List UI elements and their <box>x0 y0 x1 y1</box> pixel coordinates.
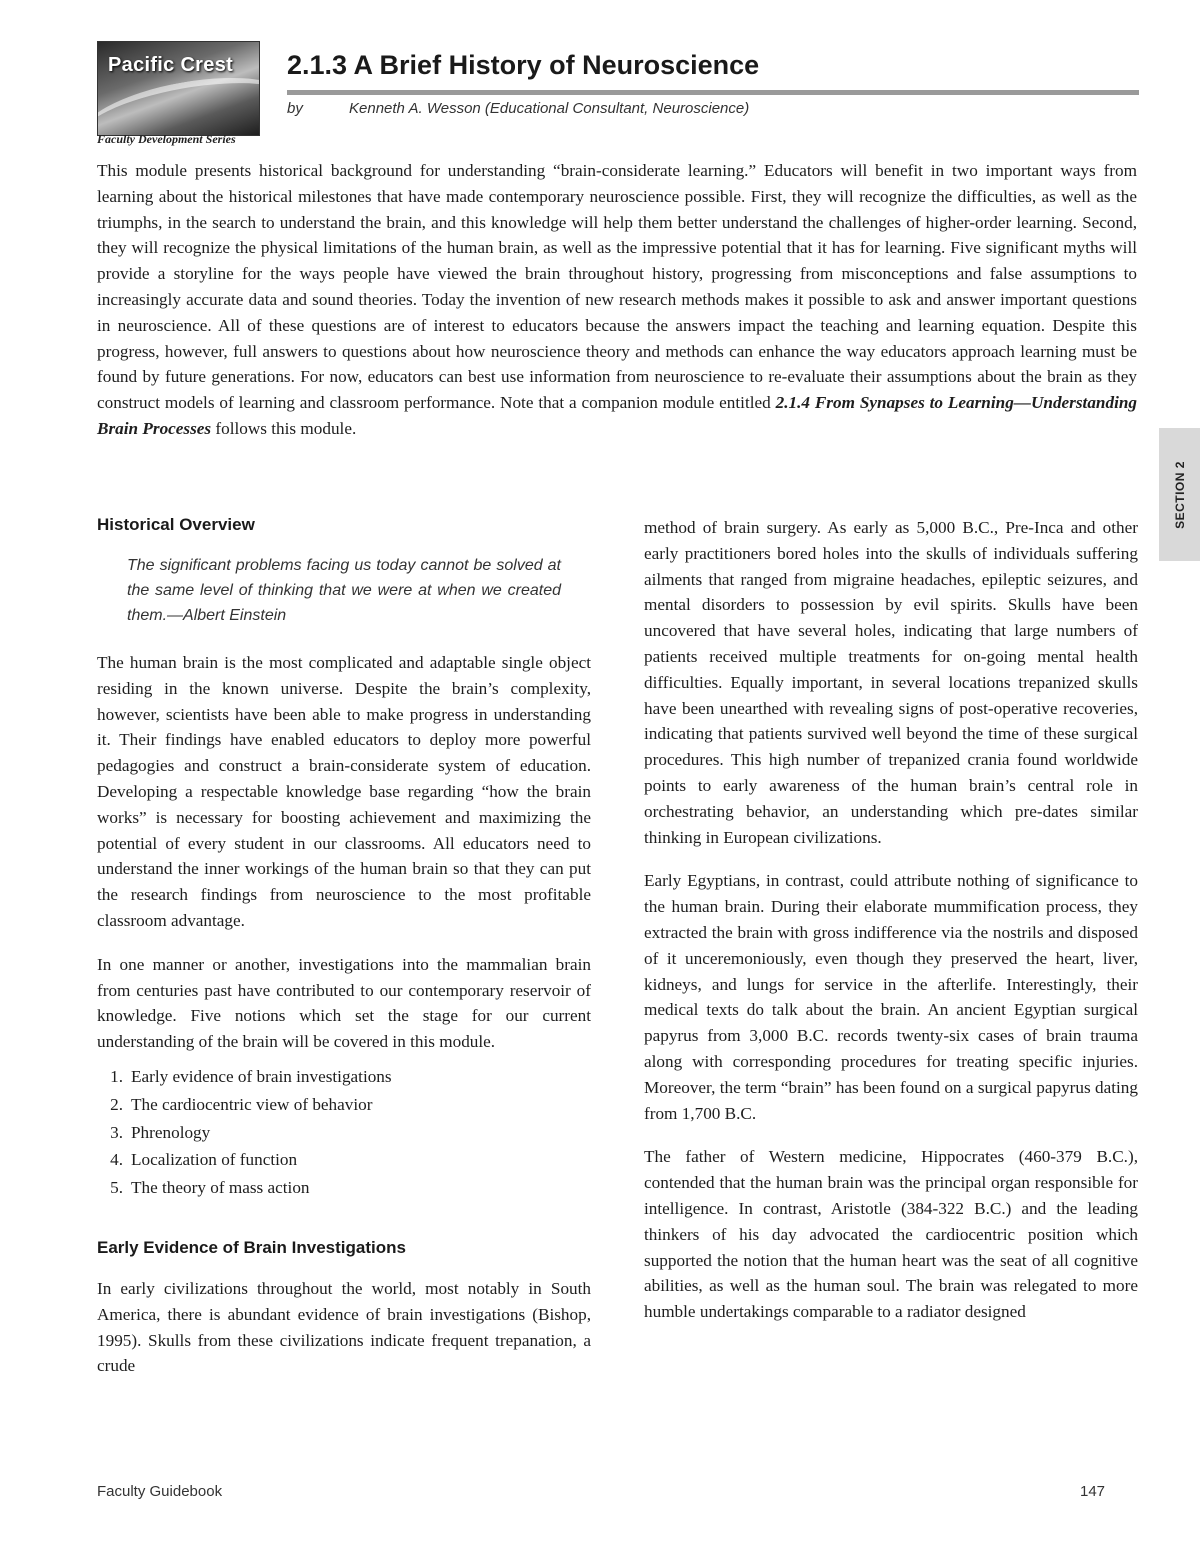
right-column <box>644 515 1138 1325</box>
byline-author: Kenneth A. Wesson (Educational Consultant, Neuroscience) <box>349 100 750 117</box>
intro-text: This module presents historical background for understanding “brain-considerate learning.” Educators will benefit in two important ways from learning about the historical milestones that have made contemporary neuroscience possible. First, they will recognize the difficulties, as well as the triumphs, in the search to understand the brain, and this knowledge will help them better understand the challenges of higher-order learning. Second, they will recognize the physical limitations of the human brain, as well as the impressive potential that it has for learning. Five significant myths will provide a storyline for the ways people have viewed the brain throughout history, progressing from misconceptions and false assumptions to increasingly accurate data and sound theories. Today the invention of new research methods makes it possible to ask and answer important questions in neuroscience. All of these questions are of interest to educators because the answers impact the teaching and learning equation. Despite this progress, however, full answers to questions about how neuroscience theory and methods can enhance the way educators approach learning must be found by future generations. For now, educators can best use information from neuroscience to re-evaluate their assumptions about the brain as they construct models of learning and classroom performance. Note that a companion module entitled <box>97 161 1137 413</box>
list-item-number: 2. <box>110 1094 123 1114</box>
section-tab-label: SECTION 2 <box>1172 460 1187 529</box>
intro-module-reference: 2.1.4 From Synapses to Learning—Understanding Brain Processes <box>97 393 1138 438</box>
list-item-number: 1. <box>110 1066 123 1086</box>
list-item-number: 3. <box>110 1122 123 1142</box>
pacific-crest-logo <box>97 41 260 136</box>
list-item-text: The cardiocentric view of behavior <box>131 1094 373 1114</box>
list-item-text: Phrenology <box>131 1122 211 1142</box>
module-title: 2.1.3 A Brief History of Neuroscience <box>287 50 760 80</box>
logo-brand: Pacific Crest <box>108 54 234 76</box>
list-item <box>97 1091 591 1119</box>
byline-by: by <box>287 100 303 117</box>
heading-historical-overview: Historical Overview <box>97 515 255 534</box>
paragraph-hippocrates: The father of Western medicine, Hippocrates (460-379 B.C.), contended that the human brain was the principal organ responsible for intelligence. In contrast, Aristotle (384-322 B.C.) and the leading thinkers of his day advocated the cardiocentric position which supported the notion that the human heart was the seat of all cognitive abilities, as well as the human soul. The brain was relegated to more humble undertakings comparable to a radiator designed <box>644 1147 1138 1322</box>
heading-early-evidence: Early Evidence of Brain Investigations <box>97 1237 406 1257</box>
intro-tail: follows this module. <box>211 418 357 438</box>
paragraph-egyptians: Early Egyptians, in contrast, could attribute nothing of significance to the human brain. During their elaborate mummification process, they extracted the brain with gross indifference via the nostrils and disposed of it unceremoniously, even though they preserved the heart, liver, kidneys, and lungs for service in the afterlife. Interestingly, their medical texts do talk about the brain. An ancient Egyptian surgical papyrus from 3,000 B.C. records twenty-six cases of brain trauma along with corresponding procedures for treating specific injuries. Moreover, the term “brain” has been found on a surgical papyrus dating from 1,700 B.C. <box>644 871 1138 1123</box>
list-item-number: 4. <box>110 1150 123 1170</box>
paragraph-brain-surgery: method of brain surgery. As early as 5,000 B.C., Pre-Inca and other early practitioners bored holes into the skulls of individuals suffering ailments that ranged from migraine headaches, epileptic seizures, and mental disorders to possession by evil spirits. Skulls have been uncovered that have several holes, indicating that large numbers of patients received multiple treatments for on-going mental health difficulties. Equally important, in several locations trepanized skulls have been unearthed with revealing signs of post-operative recoveries, indicating that patients survived well beyond the time of these surgical procedures. This high number of trepanized crania found worldwide points to early awareness of the human brain’s central role in orchestrating behavior, an understanding which pre-dates similar thinking in European civilizations. <box>644 518 1138 847</box>
byline <box>287 100 749 117</box>
list-item-text: Localization of function <box>131 1150 298 1170</box>
list-item <box>97 1063 591 1091</box>
list-item <box>97 1119 591 1147</box>
footer-guidebook: Faculty Guidebook <box>97 1483 223 1500</box>
list-item-text: Early evidence of brain investigations <box>131 1066 392 1086</box>
einstein-quote: The significant problems facing us today cannot be solved at the same level of thinking that we were at when we created them.—Albert Einstein <box>127 557 561 624</box>
list-item-text: The theory of mass action <box>131 1178 310 1198</box>
logo-series-caption: Faculty Development Series <box>97 132 236 146</box>
paragraph-human-brain: The human brain is the most complicated and adaptable single object residing in the known universe. Despite the brain’s complexity, however, scientists have been able to make progress in understanding it. Their findings have enabled educators to deploy more powerful pedagogies and construct a brain-considerate system of education. Developing a respectable knowledge base regarding “how the brain works” is necessary for boosting achievement and maximizing the potential of every student in our classrooms. All educators need to understand the inner workings of the human brain so that they can put the research findings from neuroscience to the most profitable classroom advantage. <box>97 653 591 930</box>
title-rule <box>287 90 1139 95</box>
section-tab <box>1159 428 1200 561</box>
list-item-number: 5. <box>110 1178 123 1198</box>
intro-paragraph <box>97 158 1137 442</box>
page-number: 147 <box>1080 1483 1106 1500</box>
list-item <box>97 1174 591 1202</box>
paragraph-early-civilizations: In early civilizations throughout the world, most notably in South America, there is abundant evidence of brain investigations (Bishop, 1995). Skulls from these civilizations indicate frequent trepanation, a crude <box>97 1278 591 1376</box>
left-column <box>97 515 591 1379</box>
notions-list <box>97 1063 591 1202</box>
paragraph-investigations: In one manner or another, investigations into the mammalian brain from centuries past have contributed to our contemporary reservoir of knowledge. Five notions which set the stage for our current understanding of the brain will be covered in this module. <box>97 954 591 1052</box>
list-item <box>97 1146 591 1174</box>
